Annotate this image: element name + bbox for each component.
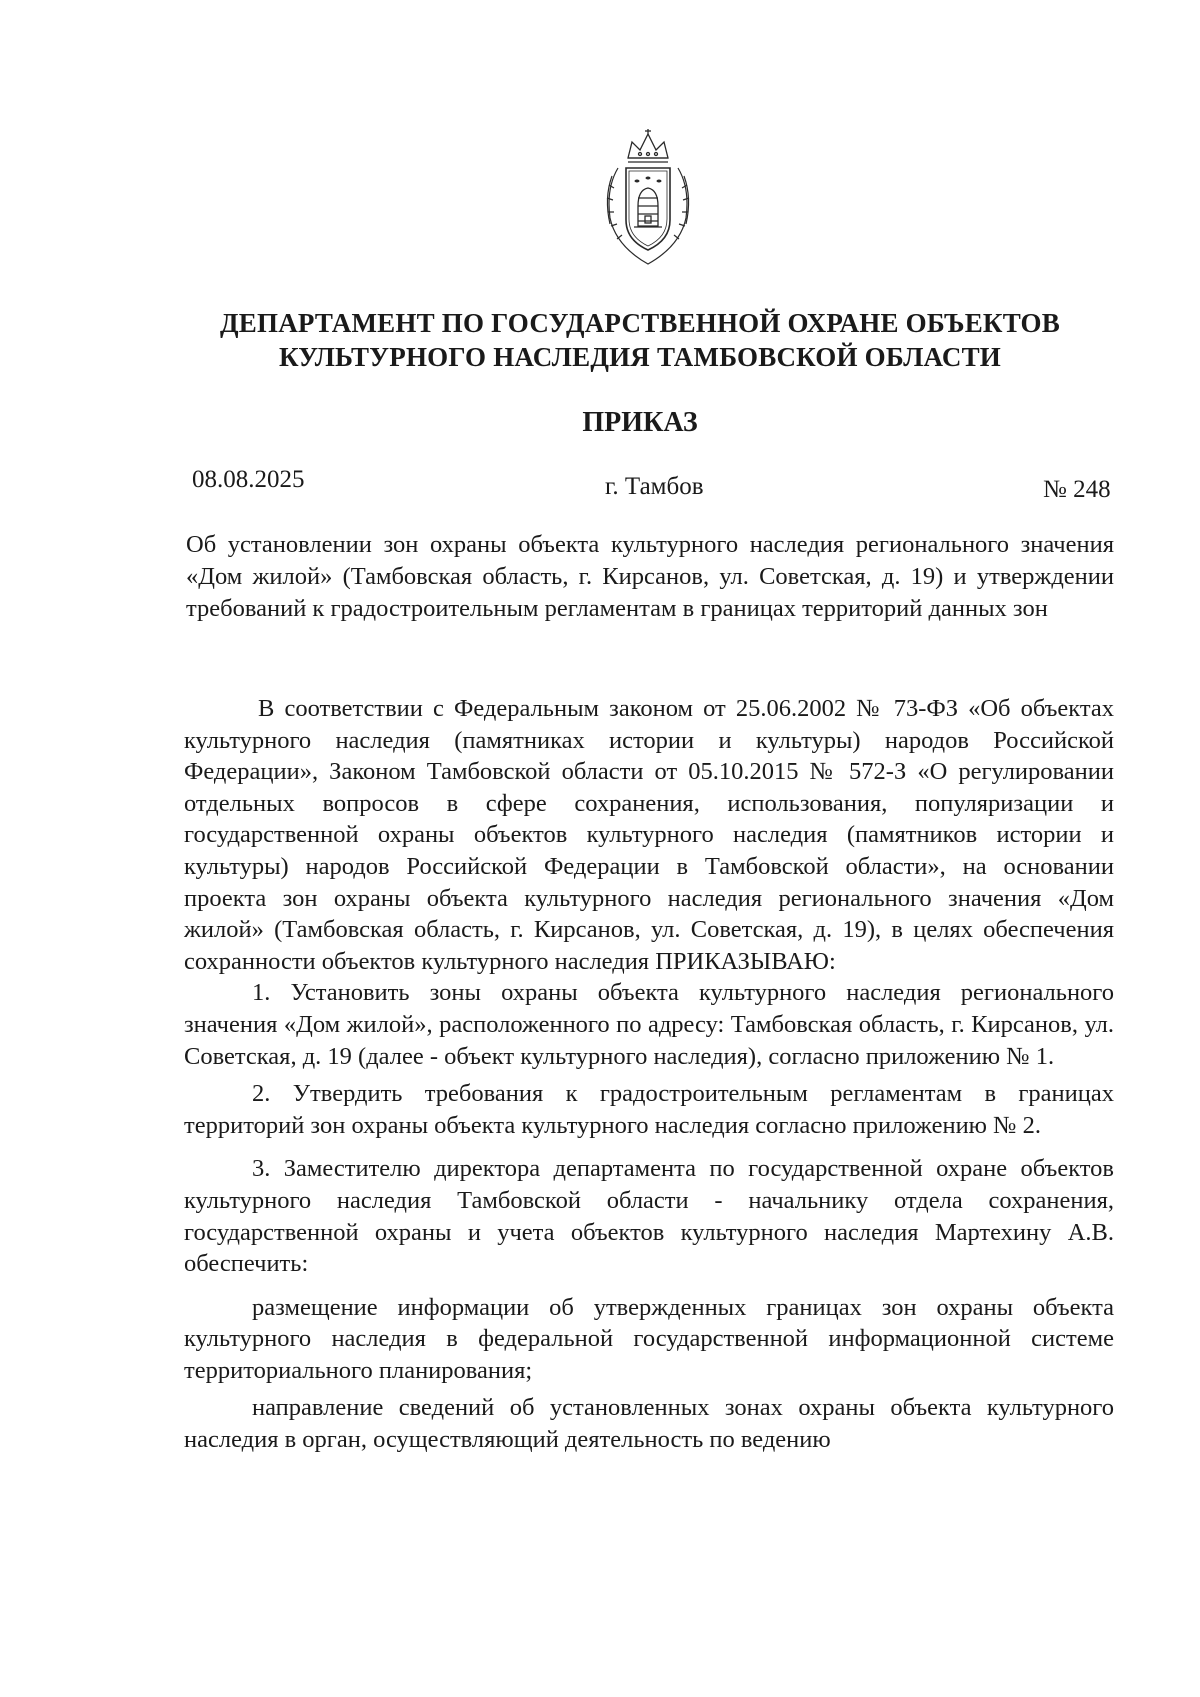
preamble-paragraph: В соответствии с Федеральным законом от 25.06.2002 № 73-ФЗ «Об объектах культурного наследия (памятниках истории и культуры) народов Российской Федерации», Законом Тамбовской области от 05.10.2015 № 572-З «О регулировании отдельных вопросов в сфере сохранения, использования, популяризации и государственной охраны объектов культурного наследия (памятников истории и культуры) народов Российской Федерации в Тамбовской области», на основании проекта зон охраны объекта культурного наследия регионального значения «Дом жилой» (Тамбовская область, г. Кирсанов, ул. Советская, д. 19), в целях обеспечения сохранности объектов культурного наследия ПРИКАЗЫВАЮ: — [184, 695, 1114, 975]
order-item-1: 1. Установить зоны охраны объекта культурного наследия регионального значения «Дом жилой», расположенного по адресу: Тамбовская область, г. Кирсанов, ул. Советская, д. 19 (далее - объект культурного наследия), согласно приложению № 1. — [184, 979, 1114, 1070]
document-body — [184, 693, 1114, 1456]
organization-name-line-1: ДЕПАРТАМЕНТ ПО ГОСУДАРСТВЕННОЙ ОХРАНЕ ОБЪЕКТОВ — [220, 308, 1060, 338]
document-number: № 248 — [1043, 476, 1111, 503]
order-item-3-sub-2: направление сведений об установленных зонах охраны объекта культурного наследия в орган, осуществляющий деятельность по ведению — [184, 1394, 1114, 1454]
order-item-3: 3. Заместителю директора департамента по государственной охране объектов культурного наследия Тамбовской области - начальнику отдела сохранения, государственной охраны и учета объектов культурного наследия Мартехину А.В. обеспечить: — [184, 1155, 1114, 1278]
document-date: 08.08.2025 — [192, 466, 305, 493]
document-subject: Об установлении зон охраны объекта культурного наследия регионального значения «Дом жилой» (Тамбовская область, г. Кирсанов, ул. Советская, д. 19) и утверждении требований к градостроительным регламентам в границах территорий данных зон — [186, 531, 1114, 622]
coat-of-arms-icon — [598, 128, 698, 268]
document-type-title: ПРИКАЗ — [582, 407, 698, 438]
document-city: г. Тамбов — [605, 473, 704, 500]
order-item-3-sub-1: размещение информации об утвержденных границах зон охраны объекта культурного наследия в федеральной государственной информационной системе территориального планирования; — [184, 1293, 1114, 1384]
organization-name-line-2: КУЛЬТУРНОГО НАСЛЕДИЯ ТАМБОВСКОЙ ОБЛАСТИ — [279, 342, 1001, 372]
order-item-2: 2. Утвердить требования к градостроительным регламентам в границах территорий зон охраны объекта культурного наследия согласно приложению № 2. — [184, 1080, 1114, 1139]
